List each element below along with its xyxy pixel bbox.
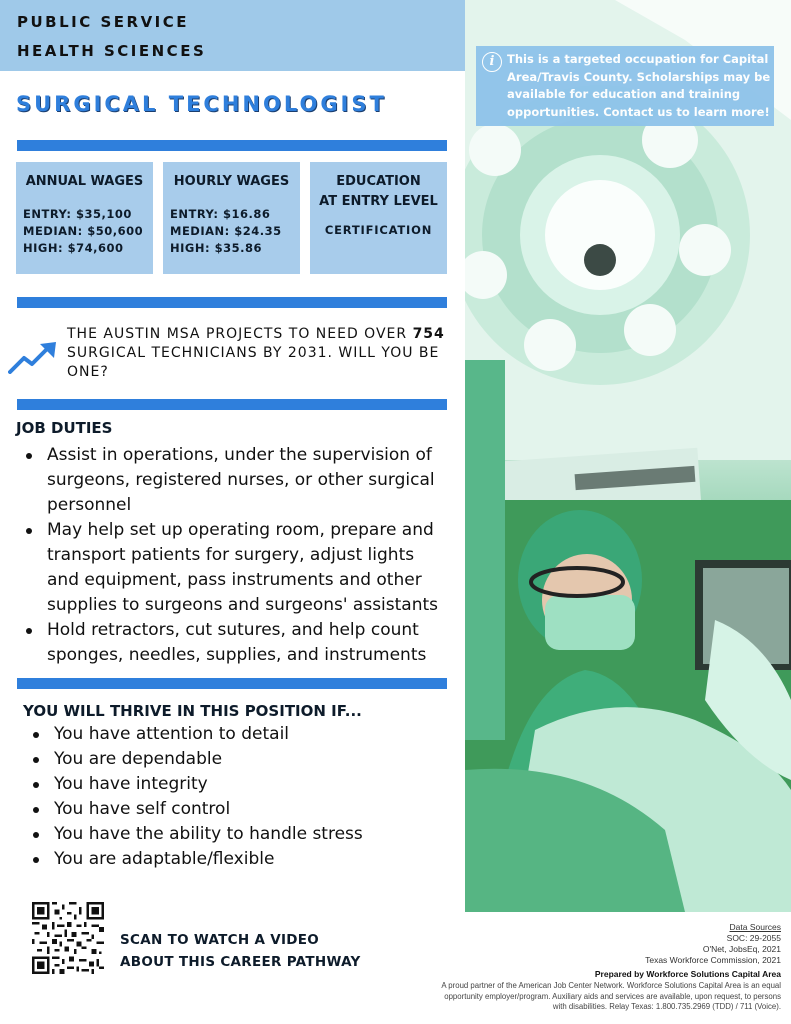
education-heading: EDUCATION [336,174,421,189]
data-sources-heading: Data Sources [729,922,781,932]
source-line: O'Net, JobsEq, 2021 [702,944,781,954]
operating-room-illustration [465,0,791,912]
annual-wage-entry: ENTRY: $35,100 [23,207,132,221]
notice-text: This is a targeted occupation for Capital Area/Travis County. Scholarships may be available for education and training opportunities. Contact us to learn more! [507,52,771,119]
list-item: You have self control [24,797,444,822]
education-value: CERTIFICATION [324,223,433,237]
source-line: SOC: 29-2055 [726,933,781,943]
list-item: You are dependable [24,747,444,772]
prepared-by: Prepared by Workforce Solutions Capital Area [594,969,781,979]
projection-number: 754 [412,326,445,342]
projection-text: SURGICAL TECHNICIANS BY 2031. WILL YOU BE ONE? [67,345,440,380]
list-item: Assist in operations, under the supervision of surgeons, registered nurses, or other surgical personnel [17,443,445,518]
divider-rule [17,297,447,308]
info-icon: i [482,52,502,72]
education-heading: AT ENTRY LEVEL [319,194,438,209]
hourly-wage-median: MEDIAN: $24.35 [170,224,282,238]
divider-rule [17,399,447,410]
job-duties-list [17,443,445,668]
list-item: You are adaptable/flexible [24,847,444,872]
list-item: You have attention to detail [24,722,444,747]
scan-text-line: SCAN TO WATCH A VIDEO [120,932,320,948]
hourly-wage-entry: ENTRY: $16.86 [170,207,271,221]
trending-up-icon [8,340,58,374]
divider-rule [17,678,447,689]
list-item: May help set up operating room, prepare and transport patients for surgery, adjust lights and equipment, pass instruments and other supplies to surgeons and surgeons' assistants [17,518,445,618]
page-title: SURGICAL TECHNOLOGIST [16,92,387,116]
qr-code[interactable] [32,902,104,974]
annual-wage-median: MEDIAN: $50,600 [23,224,144,238]
list-item: Hold retractors, cut sutures, and help count sponges, needles, supplies, and instruments [17,618,445,668]
hourly-wages-heading: HOURLY WAGES [173,174,290,189]
scan-call-to-action [120,929,361,973]
annual-wages-box [16,162,153,274]
job-duties-heading: JOB DUTIES [16,419,113,437]
career-cluster-label: PUBLIC SERVICE [17,13,190,31]
projection-text: THE AUSTIN MSA PROJECTS TO NEED OVER [67,326,413,342]
thrive-list [24,722,444,872]
hourly-wages-values [170,206,282,257]
annual-wage-high: HIGH: $74,600 [23,241,124,255]
data-sources [645,922,781,966]
disclaimer: A proud partner of the American Job Center Network. Workforce Solutions Capital Area is an equal opportunity employer/program. Auxiliary aids and services are available, upon request, to persons with disabilities. Relay Texas: 1.800.735.2969 (TDD) / 711 (Voice). [441,981,781,1011]
education-box [310,162,447,274]
source-line: Texas Workforce Commission, 2021 [645,955,781,965]
list-item: You have integrity [24,772,444,797]
header-band [0,0,465,71]
targeted-occupation-notice [476,46,774,126]
operating-room-photo [465,0,791,912]
divider-rule [17,140,447,151]
scan-text-line: ABOUT THIS CAREER PATHWAY [120,954,361,970]
hourly-wages-box [163,162,300,274]
list-item: You have the ability to handle stress [24,822,444,847]
annual-wages-values [23,206,143,257]
projection-statement [67,325,447,382]
annual-wages-heading: ANNUAL WAGES [25,174,144,189]
hourly-wage-high: HIGH: $35.86 [170,241,262,255]
career-cluster-label: HEALTH SCIENCES [17,42,207,60]
thrive-heading: YOU WILL THRIVE IN THIS POSITION IF... [23,702,362,720]
